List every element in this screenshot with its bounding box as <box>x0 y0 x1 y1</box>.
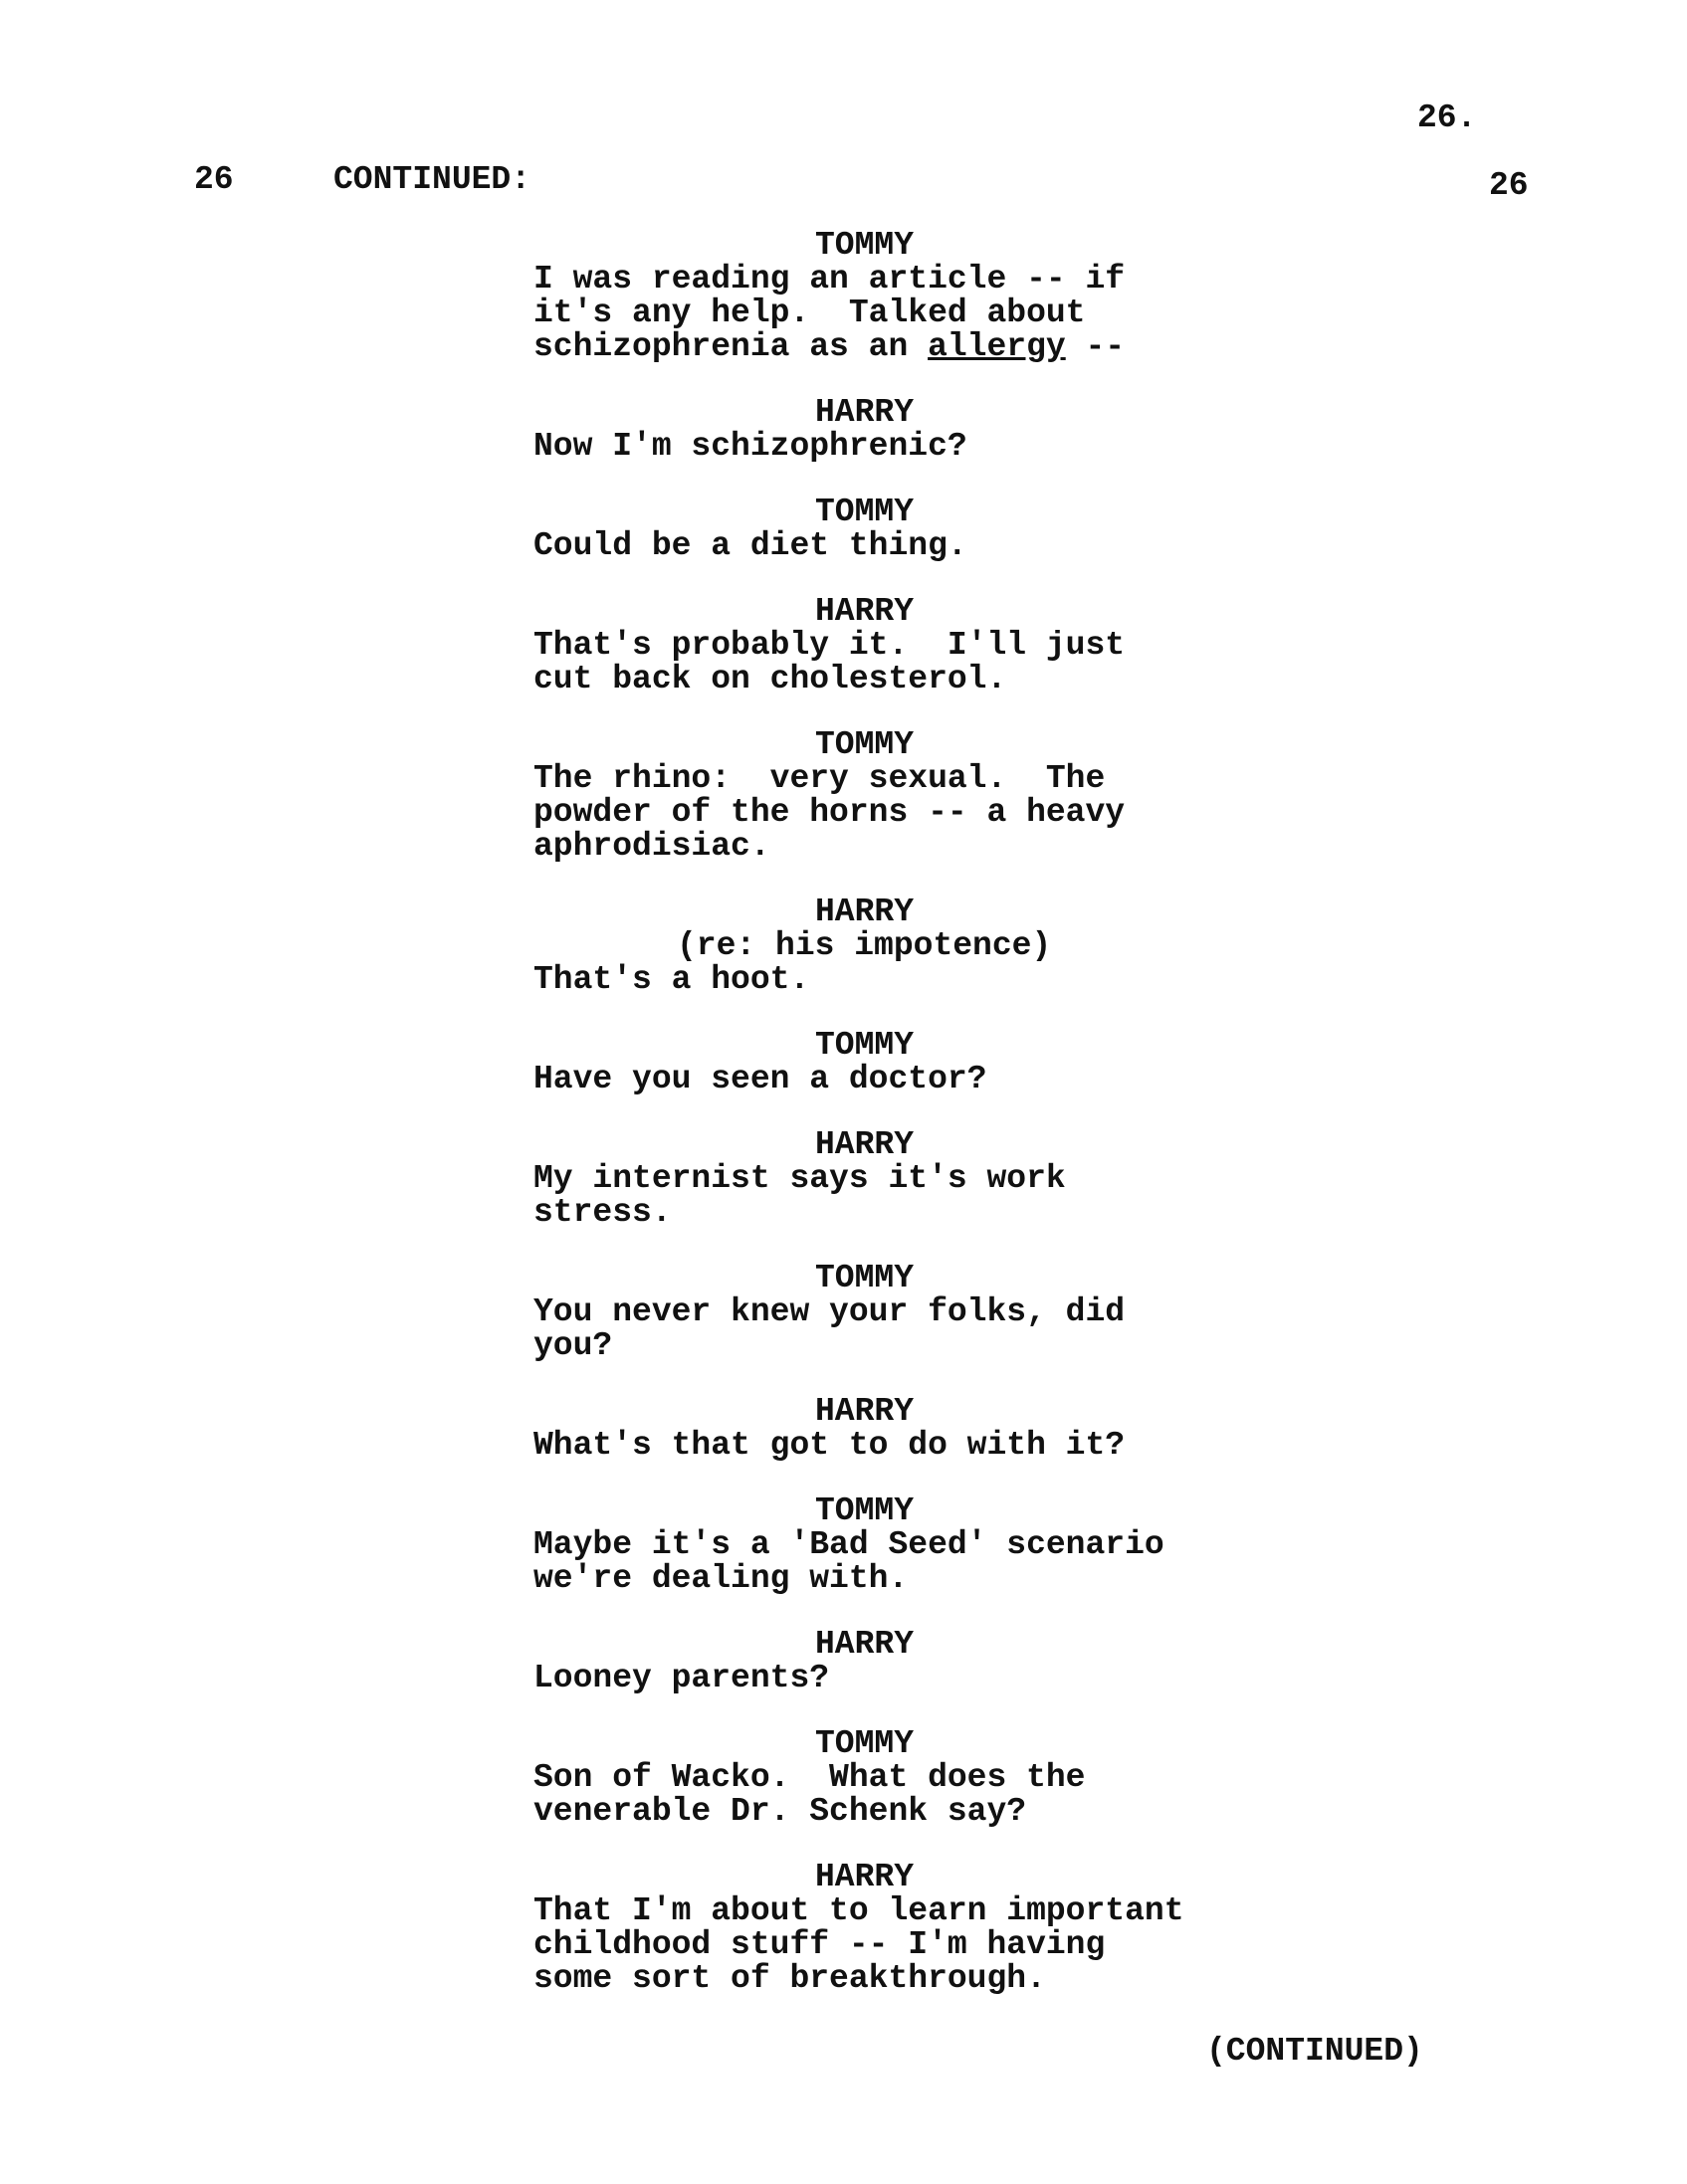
dialogue-line <box>533 330 1230 364</box>
character-name: HARRY <box>815 893 915 930</box>
dialogue-line: childhood stuff -- I'm having <box>533 1926 1106 1963</box>
dialogue-block <box>533 1029 1230 1096</box>
dialogue-line: Could be a diet thing. <box>533 527 967 564</box>
character-name: TOMMY <box>815 1725 915 1762</box>
dialogue-body <box>533 229 1230 2028</box>
character-name: TOMMY <box>815 726 915 763</box>
dialogue-block <box>533 396 1230 464</box>
dialogue-block <box>533 1628 1230 1695</box>
dialogue-block <box>533 895 1230 997</box>
footer-continued: (CONTINUED) <box>1206 2033 1423 2070</box>
character-name: TOMMY <box>815 1027 915 1064</box>
character-name: TOMMY <box>815 494 915 530</box>
dialogue-block <box>533 229 1230 364</box>
character-name: HARRY <box>815 593 915 630</box>
dialogue-line: powder of the horns -- a heavy <box>533 794 1126 831</box>
character-name: HARRY <box>815 1126 915 1163</box>
dialogue-line: venerable Dr. Schenk say? <box>533 1793 1027 1830</box>
dialogue-line: aphrodisiac. <box>533 828 770 865</box>
dialogue-block <box>533 1861 1230 1996</box>
dialogue-line: Now I'm schizophrenic? <box>533 428 967 465</box>
dialogue-block <box>533 1262 1230 1363</box>
dialogue-line: The rhino: very sexual. The <box>533 760 1106 797</box>
scene-number-right: 26 <box>1489 167 1529 204</box>
dialogue-block <box>533 728 1230 864</box>
dialogue-line: Maybe it's a 'Bad Seed' scenario <box>533 1526 1164 1563</box>
dialogue-block <box>533 1494 1230 1596</box>
dialogue-line: That's probably it. I'll just <box>533 627 1126 664</box>
underlined-word: allergy <box>928 328 1066 365</box>
character-name: TOMMY <box>815 227 915 264</box>
continued-header: CONTINUED: <box>333 161 531 198</box>
character-name: HARRY <box>815 394 915 431</box>
character-name: HARRY <box>815 1393 915 1430</box>
dialogue-line: You never knew your folks, did <box>533 1293 1126 1330</box>
dialogue-line: cut back on cholesterol. <box>533 661 1007 697</box>
parenthetical: (re: his impotence) <box>677 927 1052 964</box>
page-number: 26. <box>1417 99 1477 136</box>
character-name: HARRY <box>815 1626 915 1663</box>
dialogue-line: That's a hoot. <box>533 961 810 998</box>
dialogue-line: stress. <box>533 1194 672 1231</box>
dialogue-line: Son of Wacko. What does the <box>533 1759 1086 1796</box>
dialogue-line: Looney parents? <box>533 1660 830 1696</box>
character-name: TOMMY <box>815 1492 915 1529</box>
dialogue-block <box>533 1727 1230 1829</box>
dialogue-line: I was reading an article -- if <box>533 261 1126 298</box>
dialogue-line: we're dealing with. <box>533 1560 909 1597</box>
character-name: HARRY <box>815 1859 915 1895</box>
scene-number-left: 26 <box>194 161 234 198</box>
dialogue-line: some sort of breakthrough. <box>533 1960 1046 1997</box>
dialogue-line: That I'm about to learn important <box>533 1892 1184 1929</box>
dialogue-block <box>533 1395 1230 1463</box>
dialogue-block <box>533 496 1230 563</box>
dialogue-line: My internist says it's work <box>533 1160 1066 1197</box>
dialogue-text: schizophrenia as an <box>533 328 929 365</box>
dialogue-line: it's any help. Talked about <box>533 295 1086 331</box>
dialogue-line: Have you seen a doctor? <box>533 1061 987 1097</box>
dialogue-block <box>533 1128 1230 1230</box>
dialogue-line: you? <box>533 1327 613 1364</box>
dialogue-line: What's that got to do with it? <box>533 1427 1126 1464</box>
dialogue-block <box>533 595 1230 696</box>
character-name: TOMMY <box>815 1260 915 1296</box>
dialogue-text: -- <box>1065 328 1126 365</box>
